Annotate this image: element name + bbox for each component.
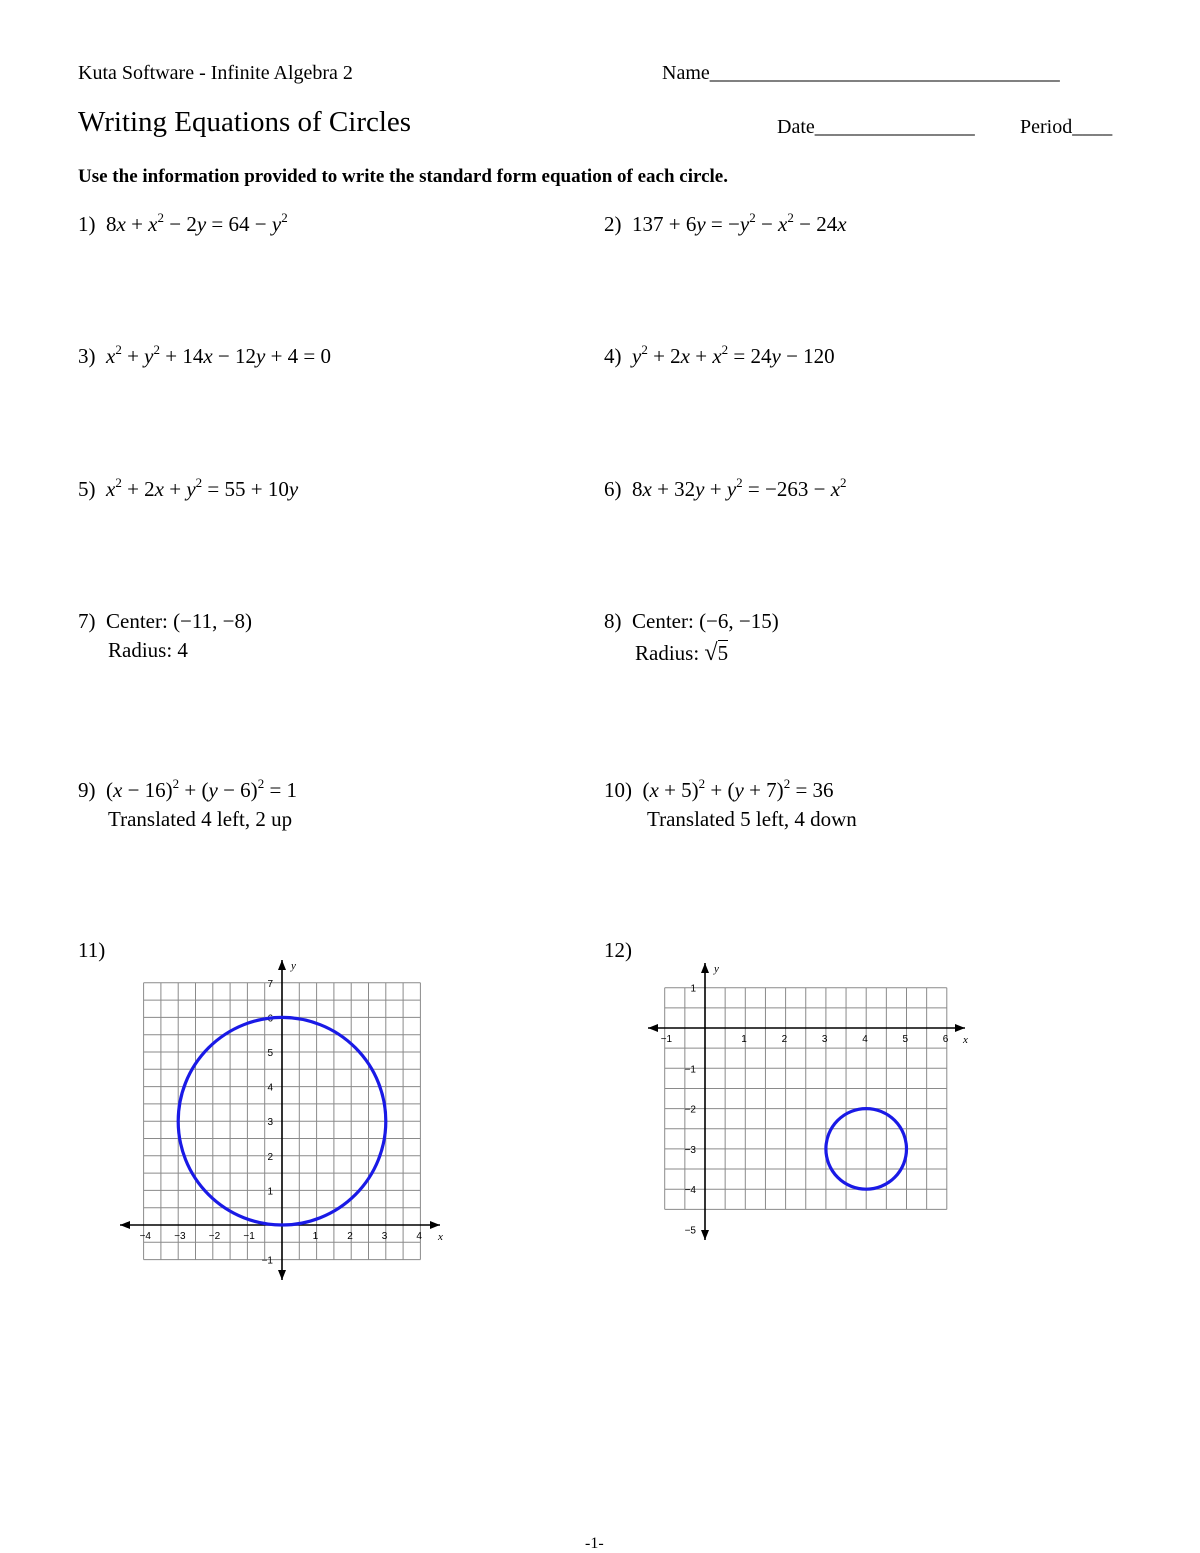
- x-tick-label: −1: [660, 1034, 673, 1045]
- y-axis-label: y: [714, 963, 719, 975]
- x-tick-label: 1: [741, 1034, 747, 1045]
- x-axis-arrow-right: [430, 1221, 440, 1229]
- x-tick-label: 3: [381, 1231, 388, 1242]
- problem-5: [78, 477, 298, 502]
- y-axis-arrow-down: [701, 1230, 709, 1240]
- y-tick-label: 1: [690, 983, 696, 995]
- problem-8: [604, 609, 779, 634]
- publisher-line: Kuta Software - Infinite Algebra 2: [78, 62, 353, 84]
- problem-number: 2): [604, 212, 622, 236]
- x-axis-label: x: [438, 1231, 443, 1243]
- y-tick-label: 4: [267, 1082, 273, 1094]
- grid: [665, 988, 947, 1210]
- y-tick-label: 1: [267, 1186, 273, 1198]
- x-tick-label: 3: [821, 1034, 828, 1045]
- name-label: Name: [662, 62, 710, 84]
- y-axis-label: y: [291, 960, 296, 972]
- radius-label: Radius:: [635, 641, 700, 665]
- x-axis-arrow-right: [955, 1024, 965, 1032]
- y-tick-label: 2: [267, 1151, 273, 1163]
- x-tick-label: 4: [416, 1231, 422, 1242]
- x-tick-label: 4: [862, 1034, 868, 1045]
- problem-equation: $x^2 + y^2 + 14x - 12y + 4 = 0$: [106, 342, 332, 368]
- problem-equation: $137 + 6y = -y^2 - x^2 - 24x$: [632, 210, 847, 236]
- problem-7: [78, 609, 252, 634]
- x-axis-arrow-left: [648, 1024, 658, 1032]
- problem-4: [604, 344, 835, 369]
- x-tick-label: 6: [942, 1034, 949, 1045]
- name-blank: ___________________________________: [709, 62, 1060, 84]
- problem-number: 6): [604, 477, 622, 501]
- problem-10-translation: Translated 5 left, 4 down: [647, 807, 857, 831]
- problem-number: 3): [78, 344, 96, 368]
- problem-number: 8): [604, 609, 622, 633]
- page-title: Writing Equations of Circles: [78, 106, 412, 138]
- y-axis-arrow-up: [701, 963, 709, 973]
- problem-equation: $8x + 32y + y^2 = -263 - x^2$: [632, 475, 847, 501]
- date-blank: ________________: [814, 116, 975, 138]
- x-tick-label: 2: [781, 1034, 788, 1045]
- problem-number: 9): [78, 778, 96, 802]
- center-label: Center:: [632, 609, 694, 633]
- problem-9-translation: Translated 4 left, 2 up: [108, 807, 293, 831]
- x-tick-label: −3: [174, 1231, 186, 1242]
- date-label: Date: [777, 116, 815, 138]
- circle-graph-11: [110, 950, 455, 1290]
- name-field[interactable]: [662, 62, 1060, 85]
- problem-equation: $y^2 + 2x + x^2 = 24y - 120$: [632, 342, 835, 368]
- problem-8-radius: [635, 640, 728, 667]
- radius-value: 4: [177, 638, 188, 662]
- center-value: (−6, −15): [699, 609, 779, 633]
- date-field[interactable]: [777, 116, 975, 139]
- x-tick-label: −2: [208, 1231, 221, 1242]
- problem-equation: $8x + x^2 - 2y = 64 - y^2$: [106, 210, 288, 236]
- x-axis-arrow-left: [120, 1221, 130, 1229]
- problem-number: 1): [78, 212, 96, 236]
- x-tick-label: −4: [139, 1231, 152, 1242]
- y-tick-label: −1: [261, 1255, 273, 1267]
- radius-label: Radius:: [108, 638, 173, 662]
- x-tick-label: 2: [347, 1231, 353, 1242]
- x-axis-label: x: [963, 1034, 968, 1046]
- y-tick-label: 3: [267, 1117, 273, 1129]
- y-axis-arrow-up: [278, 960, 286, 970]
- problem-number: 5): [78, 477, 96, 501]
- problem-12-number: 12): [604, 938, 632, 962]
- y-tick-label: −5: [684, 1225, 696, 1237]
- problem-equation: $(x - 16)^2 + (y - 6)^2 = 1$: [106, 776, 298, 802]
- period-field[interactable]: [1020, 116, 1112, 139]
- problem-3: [78, 344, 331, 369]
- center-label: Center:: [106, 609, 168, 633]
- problem-number: 10): [604, 778, 632, 802]
- problem-2: [604, 212, 847, 237]
- y-tick-label: −4: [684, 1185, 696, 1197]
- y-tick-label: 6: [267, 1013, 273, 1025]
- problem-6: [604, 477, 847, 502]
- problem-7-radius: [108, 638, 188, 663]
- y-tick-label: −2: [684, 1104, 696, 1116]
- problem-equation: $(x + 5)^2 + (y + 7)^2 = 36$: [642, 776, 834, 802]
- center-value: (−11, −8): [173, 609, 252, 633]
- y-tick-label: 5: [267, 1048, 273, 1059]
- problem-9: [78, 778, 297, 803]
- problem-10: [604, 778, 834, 803]
- problem-11-number: 11): [78, 938, 106, 962]
- problem-equation: $x^2 + 2x + y^2 = 55 + 10y$: [106, 475, 299, 501]
- instructions: Use the information provided to write the standard form equation of each circle.: [78, 166, 728, 187]
- x-tick-label: −1: [243, 1231, 255, 1242]
- y-tick-label: −1: [684, 1064, 696, 1076]
- y-axis-arrow-down: [278, 1270, 286, 1280]
- problem-number: 4): [604, 344, 622, 368]
- sqrt-symbol: √: [704, 640, 718, 666]
- x-tick-label: 5: [902, 1034, 909, 1045]
- y-tick-label: 7: [267, 978, 273, 990]
- circle-graph-12: [640, 955, 985, 1245]
- page-number: -1-: [585, 1535, 604, 1552]
- radius-value: 5: [717, 641, 729, 665]
- period-blank: ____: [1072, 116, 1113, 138]
- x-tick-label: 1: [312, 1231, 319, 1242]
- period-label: Period: [1020, 116, 1073, 138]
- y-tick-label: −3: [684, 1144, 696, 1156]
- problem-number: 7): [78, 609, 96, 633]
- problem-1: [78, 212, 288, 237]
